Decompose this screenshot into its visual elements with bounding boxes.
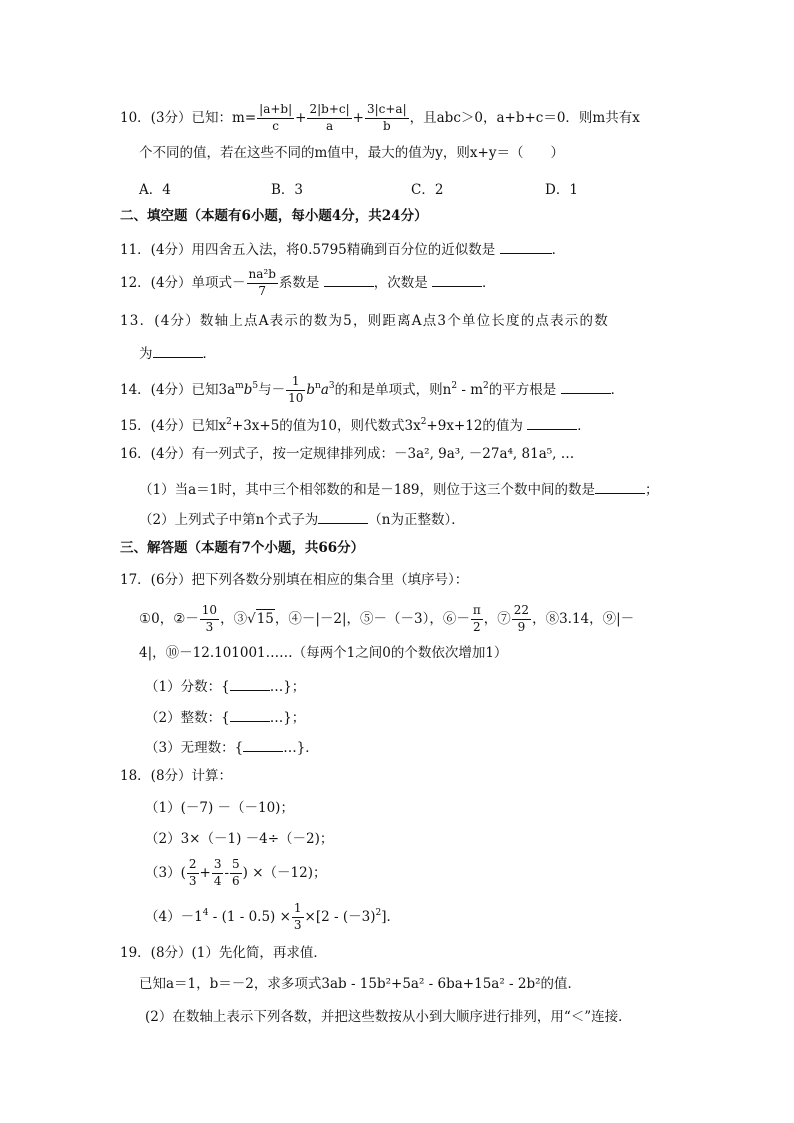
q11-answer-blank[interactable] bbox=[500, 241, 552, 254]
question-10: 10．(3分）已知：m= $\frac{|a+b|}{c}$ + $\frac{2|b+c|}{a}$ + $\frac{3|c+a|}{b}$ ，且abc＞0，a+b+c＝0．则m共有x bbox=[120, 102, 640, 133]
q10-fraction-3: $\frac{3|c+a|}{b}$ bbox=[366, 102, 407, 133]
question-15: 15．(4分）已知$x^2+3x+5$的值为10，则代数式$3x^2+9x+12$的值为 ． bbox=[120, 417, 591, 434]
q17-irrationals-set: （3）无理数：{ …}． bbox=[145, 740, 319, 756]
question-18: 18．(8分）计算： bbox=[120, 768, 233, 784]
q10-option-d[interactable]: D．1 bbox=[545, 182, 578, 198]
question-12: 12．(4分）单项式－ $\frac{\text{na²b}}{7}$ 系数是 ，次数是 ． bbox=[120, 267, 496, 298]
q16-part-2: （2）上列式子中第n个式子为 （n为正整数）． bbox=[139, 512, 465, 528]
q17-fractions-blank[interactable] bbox=[230, 678, 270, 691]
q19-part-2: (2）在数轴上表示下列各数，并把这些数按从小到大顺序进行排列，用“＜”连接． bbox=[145, 1009, 632, 1025]
q10-fraction-2: $\frac{2|b+c|}{a}$ bbox=[309, 102, 350, 133]
q17-fractions-set: （1）分数：{ …}； bbox=[145, 679, 306, 695]
q18-fraction-1-3: $\frac{1}{3}$ bbox=[293, 901, 302, 932]
q18-calc-4: $(4)-1^4 - (1 - 0.5)$ × $\frac{1}{3}$ $\times[2 - (-3)^2]$． bbox=[145, 901, 400, 932]
q10-fraction-1: $\frac{|a+b|}{c}$ bbox=[259, 102, 293, 133]
q10-condition: ，且abc＞0，a+b+c＝0．则m共有x bbox=[409, 109, 640, 126]
q18-calc-3: （3）( $\frac{2}{3}$ + $\frac{3}{4}$ - $\frac{5}{6}$ ) ×（－12)； bbox=[145, 857, 327, 888]
section-2-heading: 二、填空题（本题有6小题，每小题4分，共24分） bbox=[120, 208, 428, 224]
q10-option-b[interactable]: B．3 bbox=[271, 182, 304, 198]
q17-fraction-10-3: $\frac{10}{3}$ bbox=[201, 603, 218, 634]
q18-calc-1: （1）(－7) －（－10)； bbox=[145, 800, 294, 816]
q17-number-list-line2: 4|，⑩－12.101001……（每两个1之间0的个数依次增加1） bbox=[139, 645, 508, 661]
q18-fraction-2-3: $\frac{2}{3}$ bbox=[188, 857, 197, 888]
question-11: 11．(4分）用四舍五入法，将0.5795精确到百分位的近似数是 ． bbox=[120, 242, 566, 258]
q18-fraction-5-6: $\frac{5}{6}$ bbox=[232, 857, 240, 888]
q14-fraction: $\frac{1}{10}$ bbox=[288, 374, 304, 405]
question-19: 19．(8分）(1）先化简，再求值． bbox=[120, 945, 327, 961]
q17-number-list: ①0，②－ $\frac{10}{3}$ ，③√15，④－|－2|，⑤－（－3），⑥－ $\frac{\pi}{2}$ ，⑦ $\frac{22}{9}$ ，⑧3.14，⑨|－ bbox=[139, 603, 635, 634]
q18-fraction-3-4: $\frac{3}{4}$ bbox=[213, 857, 222, 888]
q12-degree-blank[interactable] bbox=[432, 274, 482, 287]
q15-answer-blank[interactable] bbox=[527, 417, 577, 430]
question-17: 17．(6分）把下列各数分别填在相应的集合里（填序号）： bbox=[120, 572, 469, 588]
q17-integers-blank[interactable] bbox=[230, 709, 270, 722]
q12-fraction: $\frac{\text{na²b}}{7}$ bbox=[248, 267, 276, 298]
q10-line2: 个不同的值，若在这些不同的m值中，最大的值为y，则x+y＝（ ） bbox=[139, 145, 564, 161]
q13-line2: 为 ． bbox=[139, 346, 216, 362]
q16-part-2-blank[interactable] bbox=[318, 511, 368, 524]
q16-part-1-blank[interactable] bbox=[595, 481, 645, 494]
q13-answer-blank[interactable] bbox=[153, 345, 203, 358]
question-13: 13．(4分）数轴上点A表示的数为5，则距离A点3个单位长度的点表示的数 bbox=[120, 313, 609, 329]
q10-m-equals: m= bbox=[232, 109, 257, 126]
q14-answer-blank[interactable] bbox=[561, 381, 611, 394]
q10-option-c[interactable]: C．2 bbox=[411, 182, 444, 198]
question-16: 16．(4分）有一列式子，按一定规律排列成：－3a², 9a³, －27a⁴, 81a⁵, … bbox=[120, 446, 575, 462]
q17-irrationals-blank[interactable] bbox=[243, 739, 283, 752]
sqrt-symbol: √15 bbox=[247, 610, 274, 627]
q17-fraction-22-9: $\frac{22}{9}$ bbox=[513, 603, 530, 634]
q10-number: 10．(3分）已知： bbox=[120, 109, 233, 126]
q17-fraction-pi-2: $\frac{\pi}{2}$ bbox=[472, 603, 481, 634]
q16-part-1: （1）当a＝1时，其中三个相邻数的和是－189，则位于这三个数中间的数是 ； bbox=[139, 482, 659, 498]
q10-option-a[interactable]: A．4 bbox=[139, 182, 171, 198]
q17-integers-set: （2）整数：{ …}； bbox=[145, 710, 306, 726]
q12-coefficient-blank[interactable] bbox=[324, 274, 374, 287]
section-3-heading: 三、解答题（本题有7个小题，共66分） bbox=[120, 540, 365, 556]
q18-calc-2: （2）3×（－1) －4÷（－2)； bbox=[145, 831, 334, 847]
q19-condition: 已知a＝1，b＝－2，求多项式3ab - 15b²+5a² - 6ba+15a² - 2b²的值． bbox=[139, 976, 582, 992]
question-14: 14．(4分）已知$3a^mb^5$与－ $\frac{1}{10}$ $b^na^3$的和是单项式，则$n^2 - m^2$的平方根是 ． bbox=[120, 374, 625, 405]
